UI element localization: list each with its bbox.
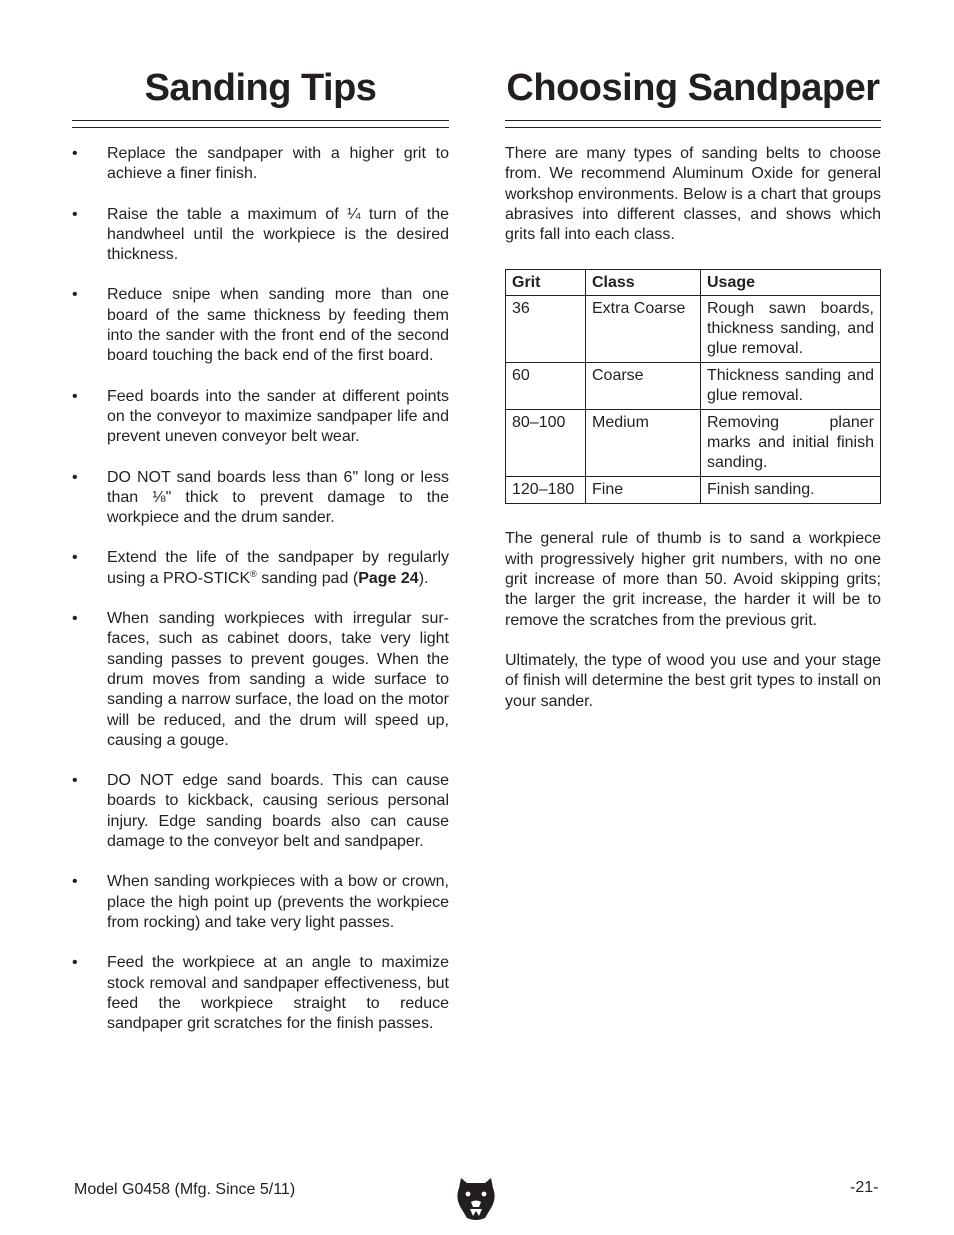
table-header-row xyxy=(506,270,881,296)
bullet-icon: • xyxy=(72,387,78,405)
list-item: • Replace the sandpaper with a higher grit to achieve a finer finish. xyxy=(72,145,449,183)
bullet-icon: • xyxy=(72,772,78,790)
grit-rule-paragraph: The general rule of thumb is to sand a workpiece with progressively higher grit numbers, with no one grit increase of more than 50. Avoid skipping grits; the larger the grit increase, the harder it will be to remove the scratches from the previous grit. xyxy=(505,530,881,629)
grit-cell: 36 xyxy=(506,296,586,363)
header-grit: Grit xyxy=(506,270,586,296)
table-row xyxy=(506,296,881,363)
class-cell: Medium xyxy=(586,410,701,477)
sanding-tips-list xyxy=(72,144,449,1034)
page-reference: Page 24 xyxy=(358,569,419,587)
grit-cell: 60 xyxy=(506,363,586,410)
sanding-tips-column xyxy=(72,64,449,1054)
grit-cell: 80–100 xyxy=(506,410,586,477)
title-rule-thick xyxy=(505,120,881,121)
list-item: • Feed boards into the sander at different points on the conveyor to maximize sandpaper life and prevent uneven conveyor belt wear. xyxy=(72,387,449,446)
bullet-icon: • xyxy=(72,549,78,567)
table-row xyxy=(506,410,881,477)
table-row xyxy=(506,363,881,410)
list-item: • Raise the table a maximum of ¼ turn of the handwheel until the workpiece is the desired thickness. xyxy=(72,205,449,264)
title-rule-thick xyxy=(72,120,449,121)
bullet-icon: • xyxy=(72,205,78,223)
list-item: • When sanding workpieces with irregular surfaces, such as cabinet doors, take very light sanding passes to prevent gouges. When the drum moves from sanding a wide surface to sanding a narrow surface, the load on the motor will be reduced, and the drum will speed up, causing a gouge. xyxy=(72,610,449,749)
choosing-sandpaper-title: Choosing Sandpaper xyxy=(506,67,880,109)
bear-head-logo-icon xyxy=(455,1174,497,1222)
model-footer: Model G0458 (Mfg. Since 5/11) xyxy=(74,1181,296,1198)
bullet-icon: • xyxy=(72,954,78,972)
sanding-tips-title: Sanding Tips xyxy=(144,67,377,109)
list-item: • DO NOT sand boards less than 6" long or less than ⅛" thick to prevent damage to the workpiece and the drum sander. xyxy=(72,468,449,527)
choosing-sandpaper-column xyxy=(505,64,881,712)
bullet-icon: • xyxy=(72,286,78,304)
bullet-icon: • xyxy=(72,468,78,486)
grit-cell: 120–180 xyxy=(506,477,586,504)
list-item: • Extend the life of the sandpaper by regularly using a PRO-STICK® sanding pad (Page 24). xyxy=(72,549,449,587)
usage-cell: Thickness sanding and glue removal. xyxy=(701,363,881,410)
header-usage: Usage xyxy=(701,270,881,296)
list-item: • Reduce snipe when sanding more than one board of the same thickness by feeding them into the sander with the front end of the second board touching the back end of the first board. xyxy=(72,286,449,365)
header-class: Class xyxy=(586,270,701,296)
usage-cell: Removing planer marks and initial finish sanding. xyxy=(701,410,881,477)
class-cell: Coarse xyxy=(586,363,701,410)
bullet-icon: • xyxy=(72,145,78,162)
title-rule-thin xyxy=(505,127,881,128)
registered-mark: ® xyxy=(250,568,257,579)
bullet-icon: • xyxy=(72,610,78,628)
table-row xyxy=(506,477,881,504)
list-item: • DO NOT edge sand boards. This can cause boards to kickback, causing serious personal injury. Edge sanding boards also can cause damage to the conveyor belt and sandpaper. xyxy=(72,772,449,851)
page-number: -21- xyxy=(850,1179,879,1196)
class-cell: Extra Coarse xyxy=(586,296,701,363)
bullet-icon: • xyxy=(72,873,78,891)
grit-table xyxy=(505,269,881,504)
conclusion-paragraph: Ultimately, the type of wood you use and your stage of finish will determine the best grit types to install on your sander. xyxy=(505,651,881,710)
usage-cell: Rough sawn boards, thickness sanding, and glue removal. xyxy=(701,296,881,363)
usage-cell: Finish sanding. xyxy=(701,477,881,504)
list-item: • Feed the workpiece at an angle to maximize stock removal and sandpaper effectiveness, but feed the workpiece straight to reduce sandpaper grit scratches for the finish passes. xyxy=(72,954,449,1033)
list-item: • When sanding workpieces with a bow or crown, place the high point up (prevents the workpiece from rocking) and take very light passes. xyxy=(72,873,449,931)
intro-paragraph: There are many types of sanding belts to choose from. We recommend Aluminum Oxide for general workshop environments. Below is a chart that groups abrasives into different classes, and shows which grits fall into each class. xyxy=(505,145,881,244)
title-rule-thin xyxy=(72,127,449,128)
class-cell: Fine xyxy=(586,477,701,504)
